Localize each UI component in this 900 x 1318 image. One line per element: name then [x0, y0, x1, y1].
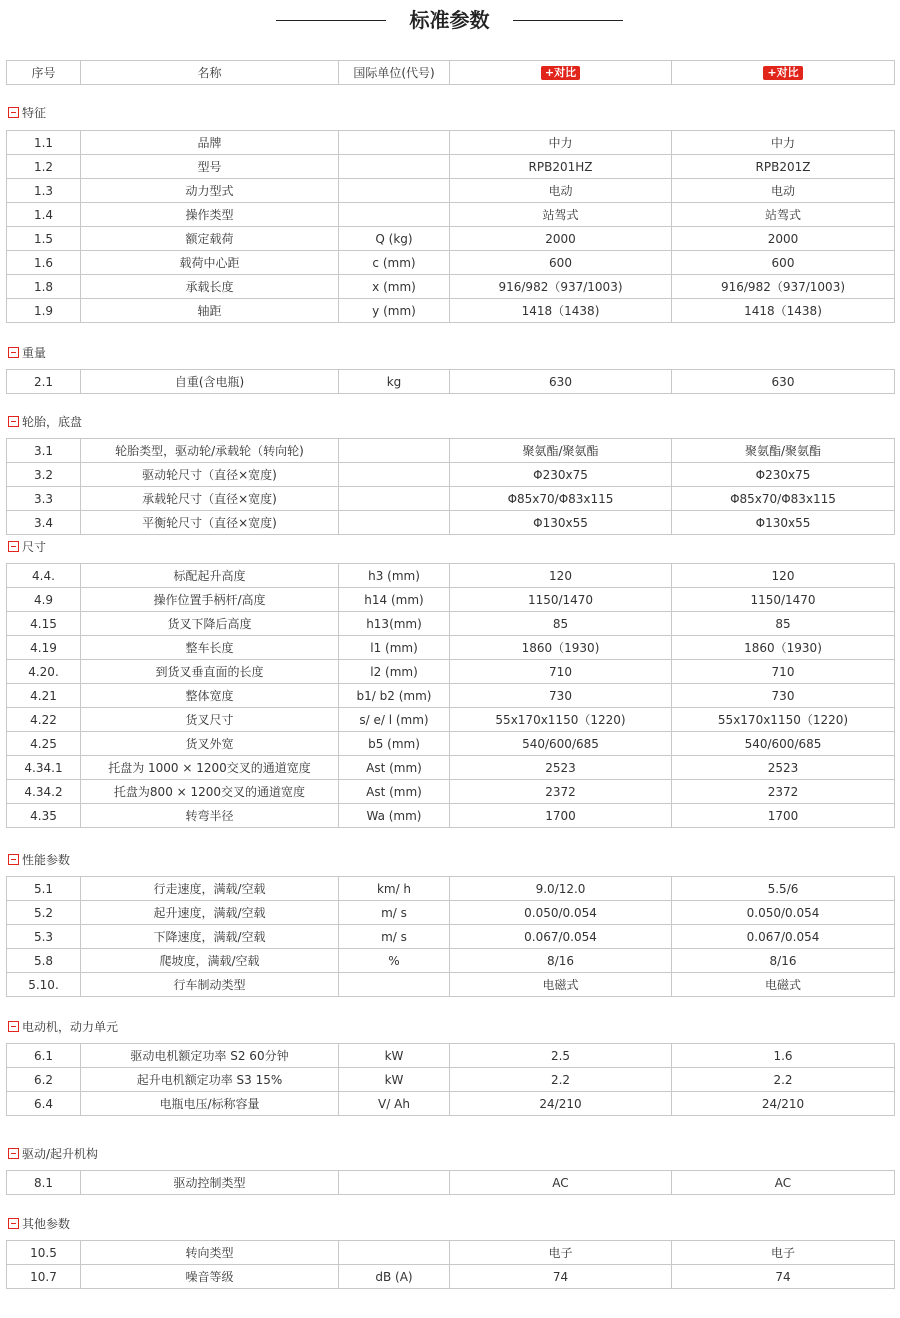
cell-unit: h14 (mm)	[339, 588, 450, 612]
cell-model-1: 电动	[450, 179, 672, 203]
header-row	[7, 61, 895, 85]
cell-unit	[339, 203, 450, 227]
cell-model-2: 站驾式	[672, 203, 895, 227]
table-row	[7, 1044, 895, 1068]
cell-unit: b1/ b2 (mm)	[339, 684, 450, 708]
cell-model-1: 电子	[450, 1241, 672, 1265]
cell-model-1: 630	[450, 370, 672, 394]
column-header-index: 序号	[7, 61, 81, 85]
cell-unit: h3 (mm)	[339, 564, 450, 588]
cell-model-1: 24/210	[450, 1092, 672, 1116]
cell-index: 4.20.	[7, 660, 81, 684]
cell-name: 自重(含电瓶)	[81, 370, 339, 394]
cell-name: 整体宽度	[81, 684, 339, 708]
cell-unit: Q (kg)	[339, 227, 450, 251]
compare-cell-2	[672, 61, 895, 85]
compare-button-2[interactable]: +对比	[763, 66, 802, 80]
cell-model-2: 2000	[672, 227, 895, 251]
cell-unit	[339, 973, 450, 997]
table-row	[7, 299, 895, 323]
cell-index: 1.5	[7, 227, 81, 251]
cell-index: 4.35	[7, 804, 81, 828]
cell-unit	[339, 155, 450, 179]
cell-index: 4.19	[7, 636, 81, 660]
page-title: 标准参数	[409, 8, 490, 32]
cell-model-2: 0.050/0.054	[672, 901, 895, 925]
cell-unit: m/ s	[339, 925, 450, 949]
cell-name: 承载轮尺寸（直径×宽度)	[81, 487, 339, 511]
cell-index: 6.4	[7, 1092, 81, 1116]
table-row	[7, 251, 895, 275]
cell-index: 1.4	[7, 203, 81, 227]
cell-model-1: 0.067/0.054	[450, 925, 672, 949]
cell-model-1: 2372	[450, 780, 672, 804]
section-header[interactable]	[8, 1146, 98, 1162]
table-row	[7, 487, 895, 511]
cell-model-1: 电磁式	[450, 973, 672, 997]
cell-name: 托盘为 1000 × 1200交叉的通道宽度	[81, 756, 339, 780]
section-header[interactable]	[8, 414, 82, 430]
cell-model-2: 730	[672, 684, 895, 708]
cell-model-2: 630	[672, 370, 895, 394]
cell-name: 货叉尺寸	[81, 708, 339, 732]
table-row	[7, 227, 895, 251]
cell-model-2: 24/210	[672, 1092, 895, 1116]
cell-name: 行走速度，满载/空载	[81, 877, 339, 901]
cell-model-2: RPB201Z	[672, 155, 895, 179]
section-title: 轮胎，底盘	[22, 415, 83, 429]
cell-model-1: 916/982（937/1003)	[450, 275, 672, 299]
cell-unit: Ast (mm)	[339, 756, 450, 780]
cell-model-1: 8/16	[450, 949, 672, 973]
cell-name: 下降速度，满载/空载	[81, 925, 339, 949]
cell-name: 品牌	[81, 131, 339, 155]
cell-index: 8.1	[7, 1171, 81, 1195]
table-row	[7, 780, 895, 804]
cell-unit: x (mm)	[339, 275, 450, 299]
cell-model-1: 2.5	[450, 1044, 672, 1068]
cell-index: 6.2	[7, 1068, 81, 1092]
cell-name: 电瓶电压/标称容量	[81, 1092, 339, 1116]
cell-name: 噪音等级	[81, 1265, 339, 1289]
table-row	[7, 949, 895, 973]
cell-index: 1.9	[7, 299, 81, 323]
spec-table	[6, 1170, 895, 1195]
cell-model-1: 1150/1470	[450, 588, 672, 612]
cell-unit	[339, 463, 450, 487]
table-row	[7, 588, 895, 612]
section-title: 尺寸	[22, 540, 47, 554]
cell-model-2: 中力	[672, 131, 895, 155]
cell-model-2: 5.5/6	[672, 877, 895, 901]
cell-model-2: 电磁式	[672, 973, 895, 997]
title-rule-right	[513, 20, 623, 21]
cell-model-1: 0.050/0.054	[450, 901, 672, 925]
cell-index: 1.1	[7, 131, 81, 155]
collapse-icon[interactable]	[8, 347, 19, 358]
cell-index: 4.9	[7, 588, 81, 612]
cell-unit: dB (A)	[339, 1265, 450, 1289]
collapse-icon[interactable]	[8, 541, 19, 552]
cell-index: 1.6	[7, 251, 81, 275]
cell-name: 托盘为800 × 1200交叉的通道宽度	[81, 780, 339, 804]
cell-model-1: Φ85x70/Φ83x115	[450, 487, 672, 511]
spec-table	[6, 1043, 895, 1116]
cell-model-2: 600	[672, 251, 895, 275]
cell-model-1: 聚氨酯/聚氨酯	[450, 439, 672, 463]
cell-name: 额定载荷	[81, 227, 339, 251]
cell-unit: b5 (mm)	[339, 732, 450, 756]
spec-table	[6, 563, 895, 828]
cell-name: 载荷中心距	[81, 251, 339, 275]
table-row	[7, 564, 895, 588]
table-row	[7, 1265, 895, 1289]
cell-model-2: 55x170x1150（1220)	[672, 708, 895, 732]
table-row	[7, 1092, 895, 1116]
section-header[interactable]	[8, 1216, 70, 1232]
cell-unit: l2 (mm)	[339, 660, 450, 684]
cell-model-2: 916/982（937/1003)	[672, 275, 895, 299]
cell-index: 3.4	[7, 511, 81, 535]
cell-model-2: 1150/1470	[672, 588, 895, 612]
spec-table	[6, 438, 895, 535]
cell-index: 3.1	[7, 439, 81, 463]
cell-model-2: 电动	[672, 179, 895, 203]
cell-name: 型号	[81, 155, 339, 179]
cell-index: 5.1	[7, 877, 81, 901]
cell-model-2: Φ130x55	[672, 511, 895, 535]
cell-index: 10.7	[7, 1265, 81, 1289]
cell-name: 起升速度，满载/空载	[81, 901, 339, 925]
cell-model-1: 2000	[450, 227, 672, 251]
table-row	[7, 203, 895, 227]
cell-unit: y (mm)	[339, 299, 450, 323]
cell-name: 爬坡度，满载/空载	[81, 949, 339, 973]
cell-model-2: 540/600/685	[672, 732, 895, 756]
spec-table	[6, 1240, 895, 1289]
table-row	[7, 155, 895, 179]
cell-model-2: 1418（1438)	[672, 299, 895, 323]
table-row	[7, 1068, 895, 1092]
collapse-icon[interactable]	[8, 1218, 19, 1229]
cell-unit: l1 (mm)	[339, 636, 450, 660]
cell-name: 转向类型	[81, 1241, 339, 1265]
section-header[interactable]	[8, 345, 46, 361]
cell-index: 10.5	[7, 1241, 81, 1265]
table-row	[7, 925, 895, 949]
table-row	[7, 708, 895, 732]
cell-unit: h13(mm)	[339, 612, 450, 636]
cell-model-2: AC	[672, 1171, 895, 1195]
table-row	[7, 1171, 895, 1195]
cell-unit: s/ e/ l (mm)	[339, 708, 450, 732]
cell-index: 4.34.2	[7, 780, 81, 804]
cell-model-2: 聚氨酯/聚氨酯	[672, 439, 895, 463]
table-row	[7, 511, 895, 535]
cell-unit: Ast (mm)	[339, 780, 450, 804]
table-row	[7, 179, 895, 203]
cell-unit: kW	[339, 1044, 450, 1068]
cell-model-1: 600	[450, 251, 672, 275]
cell-model-2: 74	[672, 1265, 895, 1289]
cell-model-1: 1700	[450, 804, 672, 828]
table-row	[7, 636, 895, 660]
cell-model-1: 站驾式	[450, 203, 672, 227]
cell-unit: kW	[339, 1068, 450, 1092]
cell-index: 3.2	[7, 463, 81, 487]
column-header-unit: 国际单位(代号)	[339, 61, 450, 85]
cell-name: 驱动轮尺寸（直径×宽度)	[81, 463, 339, 487]
cell-model-2: 0.067/0.054	[672, 925, 895, 949]
table-row	[7, 660, 895, 684]
table-row	[7, 275, 895, 299]
cell-unit	[339, 487, 450, 511]
cell-model-1: 74	[450, 1265, 672, 1289]
cell-model-1: 2523	[450, 756, 672, 780]
cell-model-1: 1860（1930)	[450, 636, 672, 660]
table-row	[7, 756, 895, 780]
cell-unit: kg	[339, 370, 450, 394]
cell-index: 3.3	[7, 487, 81, 511]
table-row	[7, 973, 895, 997]
cell-index: 4.25	[7, 732, 81, 756]
section-title: 电动机，动力单元	[22, 1020, 119, 1034]
cell-index: 5.3	[7, 925, 81, 949]
cell-model-1: Φ230x75	[450, 463, 672, 487]
table-row	[7, 612, 895, 636]
page-header	[0, 0, 900, 44]
cell-model-2: 1860（1930)	[672, 636, 895, 660]
cell-unit: km/ h	[339, 877, 450, 901]
cell-unit: c (mm)	[339, 251, 450, 275]
title-rule-left	[276, 20, 386, 21]
cell-unit: V/ Ah	[339, 1092, 450, 1116]
compare-cell-1	[450, 61, 672, 85]
cell-unit	[339, 1171, 450, 1195]
cell-model-1: 85	[450, 612, 672, 636]
cell-index: 2.1	[7, 370, 81, 394]
cell-name: 轴距	[81, 299, 339, 323]
cell-unit: %	[339, 949, 450, 973]
spec-table	[6, 369, 895, 394]
cell-index: 4.34.1	[7, 756, 81, 780]
cell-model-2: 85	[672, 612, 895, 636]
cell-name: 到货叉垂直面的长度	[81, 660, 339, 684]
cell-unit	[339, 131, 450, 155]
cell-model-2: 2.2	[672, 1068, 895, 1092]
table-row	[7, 901, 895, 925]
cell-index: 1.3	[7, 179, 81, 203]
cell-index: 4.4.	[7, 564, 81, 588]
cell-model-2: 2523	[672, 756, 895, 780]
cell-unit	[339, 511, 450, 535]
cell-model-1: RPB201HZ	[450, 155, 672, 179]
cell-model-1: 120	[450, 564, 672, 588]
cell-model-1: 9.0/12.0	[450, 877, 672, 901]
cell-name: 标配起升高度	[81, 564, 339, 588]
cell-name: 驱动电机额定功率 S2 60分钟	[81, 1044, 339, 1068]
cell-unit	[339, 179, 450, 203]
cell-model-1: 中力	[450, 131, 672, 155]
cell-name: 动力型式	[81, 179, 339, 203]
cell-model-2: 1700	[672, 804, 895, 828]
cell-index: 1.2	[7, 155, 81, 179]
cell-name: 货叉下降后高度	[81, 612, 339, 636]
cell-index: 1.8	[7, 275, 81, 299]
cell-index: 6.1	[7, 1044, 81, 1068]
collapse-icon[interactable]	[8, 1021, 19, 1032]
collapse-icon[interactable]	[8, 854, 19, 865]
cell-model-2: 8/16	[672, 949, 895, 973]
column-header-name: 名称	[81, 61, 339, 85]
cell-model-1: AC	[450, 1171, 672, 1195]
table-row	[7, 131, 895, 155]
cell-name: 转弯半径	[81, 804, 339, 828]
cell-name: 整车长度	[81, 636, 339, 660]
cell-name: 平衡轮尺寸（直径×宽度)	[81, 511, 339, 535]
cell-model-1: 1418（1438)	[450, 299, 672, 323]
table-row	[7, 370, 895, 394]
section-title: 重量	[22, 346, 47, 360]
collapse-icon[interactable]	[8, 107, 19, 118]
section-title: 其他参数	[22, 1217, 71, 1231]
cell-model-2: 120	[672, 564, 895, 588]
cell-name: 行车制动类型	[81, 973, 339, 997]
cell-model-2: 710	[672, 660, 895, 684]
cell-model-1: 710	[450, 660, 672, 684]
table-row	[7, 732, 895, 756]
table-row	[7, 463, 895, 487]
cell-model-1: 55x170x1150（1220)	[450, 708, 672, 732]
cell-model-1: Φ130x55	[450, 511, 672, 535]
cell-unit	[339, 439, 450, 463]
cell-unit: Wa (mm)	[339, 804, 450, 828]
cell-unit: m/ s	[339, 901, 450, 925]
cell-name: 操作位置手柄杆/高度	[81, 588, 339, 612]
cell-model-2: Φ230x75	[672, 463, 895, 487]
section-header[interactable]	[8, 539, 46, 555]
table-row	[7, 877, 895, 901]
cell-model-2: 2372	[672, 780, 895, 804]
section-title: 驱动/起升机构	[22, 1147, 99, 1161]
cell-index: 5.2	[7, 901, 81, 925]
section-header[interactable]	[8, 852, 70, 868]
cell-name: 货叉外宽	[81, 732, 339, 756]
cell-index: 5.10.	[7, 973, 81, 997]
cell-index: 4.22	[7, 708, 81, 732]
table-row	[7, 684, 895, 708]
cell-name: 轮胎类型，驱动轮/承载轮（转向轮)	[81, 439, 339, 463]
section-title: 性能参数	[22, 853, 71, 867]
section-title: 特征	[22, 106, 47, 120]
section-header[interactable]	[8, 1019, 118, 1035]
cell-name: 承载长度	[81, 275, 339, 299]
cell-unit	[339, 1241, 450, 1265]
cell-model-2: 1.6	[672, 1044, 895, 1068]
cell-model-1: 540/600/685	[450, 732, 672, 756]
cell-index: 4.15	[7, 612, 81, 636]
compare-button-1[interactable]: +对比	[541, 66, 580, 80]
table-row	[7, 1241, 895, 1265]
cell-model-2: 电子	[672, 1241, 895, 1265]
cell-index: 5.8	[7, 949, 81, 973]
cell-name: 起升电机额定功率 S3 15%	[81, 1068, 339, 1092]
cell-model-1: 2.2	[450, 1068, 672, 1092]
cell-index: 4.21	[7, 684, 81, 708]
table-row	[7, 804, 895, 828]
collapse-icon[interactable]	[8, 1148, 19, 1159]
table-row	[7, 439, 895, 463]
cell-model-2: Φ85x70/Φ83x115	[672, 487, 895, 511]
collapse-icon[interactable]	[8, 416, 19, 427]
section-header[interactable]	[8, 105, 46, 121]
cell-name: 驱动控制类型	[81, 1171, 339, 1195]
header-table	[6, 60, 895, 85]
cell-name: 操作类型	[81, 203, 339, 227]
spec-table	[6, 130, 895, 323]
cell-model-1: 730	[450, 684, 672, 708]
spec-table	[6, 876, 895, 997]
